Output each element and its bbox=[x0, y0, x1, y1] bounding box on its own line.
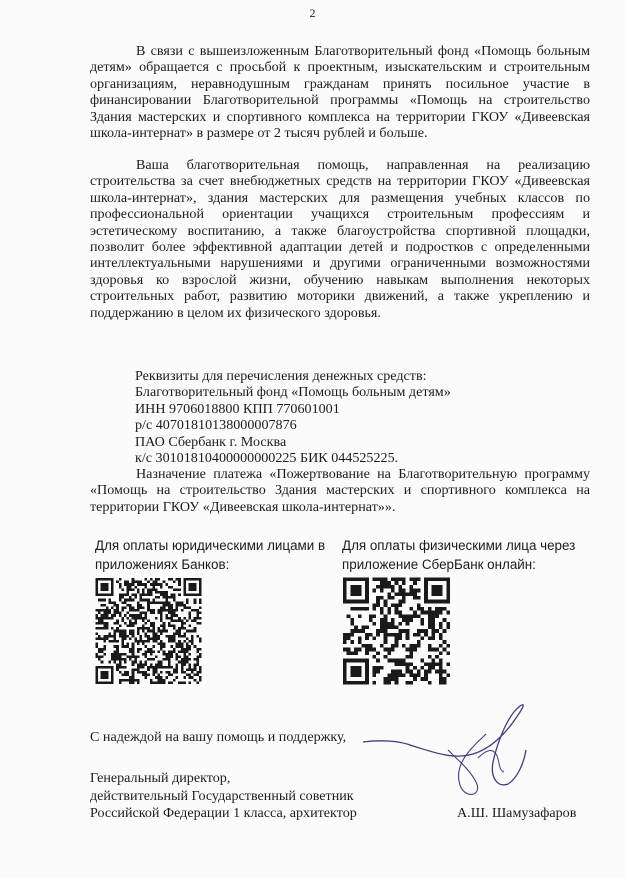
qr-code-legal bbox=[95, 578, 202, 684]
signatory-position: Генеральный директор, bbox=[90, 770, 231, 786]
qr-code-sberbank bbox=[343, 577, 450, 685]
bank-name: ПАО Сбербанк г. Москва bbox=[135, 433, 287, 450]
qr-individual-caption: Для оплаты физическими лица через приложение СберБанк онлайн: bbox=[342, 538, 576, 572]
signatory-profession: Российской Федерации 1 класса, архитектор bbox=[90, 805, 357, 821]
qr-legal-caption: Для оплаты юридическими лицами в приложениях Банков: bbox=[95, 538, 326, 572]
signatory-title bbox=[90, 770, 357, 823]
corr-account-bik: к/с 30101810400000000225 БИК 044525225. bbox=[135, 450, 399, 467]
bank-requisites bbox=[135, 368, 451, 466]
page-number: 2 bbox=[309, 6, 316, 20]
signer-name: А.Ш. Шамузафаров bbox=[457, 805, 577, 821]
settlement-account: р/с 40701810138000007876 bbox=[135, 417, 297, 434]
payment-purpose: Назначение платежа «Пожертвование на Благотворительную программу «Помощь на строительство Здания мастерских и спортивного комплекса на территории ГКОУ «Дивеевская школа-интернат»». bbox=[90, 466, 590, 515]
inn-kpp: ИНН 9706018800 КПП 770601001 bbox=[135, 400, 340, 417]
closing-line: С надеждой на вашу помощь и поддержку, bbox=[90, 729, 347, 745]
fund-name: Благотворительный фонд «Помощь больным детям» bbox=[135, 384, 451, 401]
purpose-paragraph: Ваша благотворительная помощь, направленная на реализацию строительства за счет внебюджетных средств на территории ГКОУ «Дивеевская школа-интернат», здания мастерских для размещения учебных классов по профессиональной ориентации учащихся строительным профессиям и эстетическому воспитанию, а также благоустройства спортивной площадки, позволит более эффективной адаптации детей и подростков с определенными интеллектуальными нарушениями и другими ограниченными возможностями здоровья ко взрослой жизни, обучению навыкам выполнения некоторых строительных работ, развитию моторики движений, а также укреплению и поддержанию в целом их физического здоровья. bbox=[90, 157, 590, 321]
signatory-rank: действительный Государственный советник bbox=[90, 787, 354, 804]
requisites-heading: Реквизиты для перечисления денежных средств: bbox=[135, 368, 427, 384]
handwritten-signature bbox=[358, 700, 533, 800]
appeal-paragraph: В связи с вышеизложенным Благотворительный фонд «Помощь больным детям» обращается с просьбой к проектным, изыскательским и строительным организациям, неравнодушным гражданам принять посильное участие в финансировании Благотворительной программы «Помощь на строительство Здания мастерских и спортивного комплекса на территории ГКОУ «Дивеевская школа-интернат» в размере от 2 тысяч рублей и больше. bbox=[90, 43, 590, 142]
